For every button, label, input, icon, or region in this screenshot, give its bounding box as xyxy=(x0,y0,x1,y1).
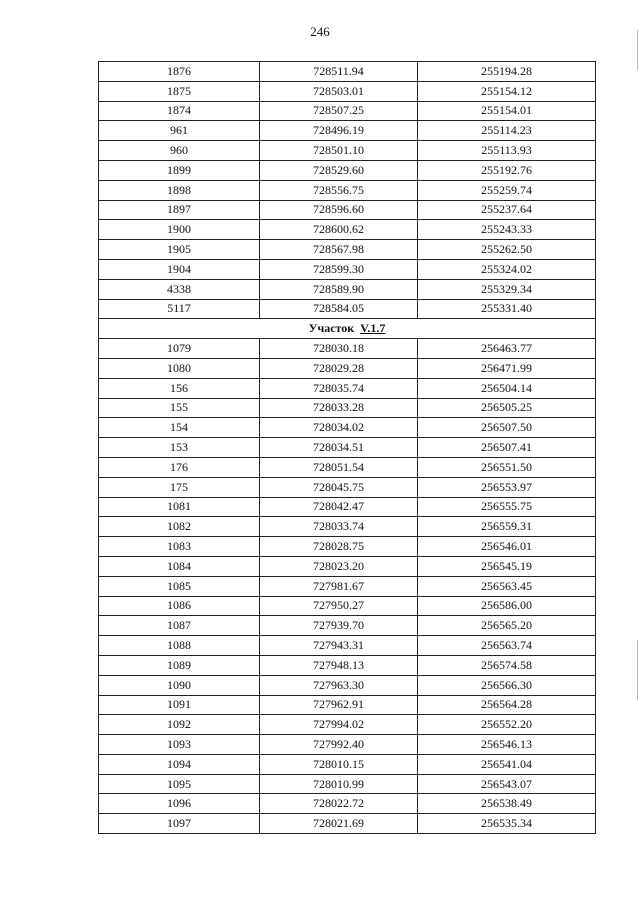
y-coordinate-cell: 255259.74 xyxy=(418,180,596,200)
table-row xyxy=(99,160,596,180)
x-coordinate-cell: 728035.74 xyxy=(260,378,418,398)
section-id: V.1.7 xyxy=(360,321,386,336)
point-number-cell: 153 xyxy=(99,438,260,458)
y-coordinate-cell: 256505.25 xyxy=(418,398,596,418)
point-number-cell: 1904 xyxy=(99,259,260,279)
y-coordinate-cell: 255194.28 xyxy=(418,62,596,82)
point-number-cell: 1084 xyxy=(99,556,260,576)
scan-edge-mark xyxy=(637,640,638,700)
point-number-cell: 1086 xyxy=(99,596,260,616)
point-number-cell: 1090 xyxy=(99,675,260,695)
table-row xyxy=(99,418,596,438)
point-number-cell: 1096 xyxy=(99,794,260,814)
y-coordinate-cell: 256507.50 xyxy=(418,418,596,438)
y-coordinate-cell: 256463.77 xyxy=(418,339,596,359)
point-number-cell: 1874 xyxy=(99,101,260,121)
x-coordinate-cell: 728033.28 xyxy=(260,398,418,418)
x-coordinate-cell: 728599.30 xyxy=(260,259,418,279)
y-coordinate-cell: 255154.12 xyxy=(418,81,596,101)
table-row xyxy=(99,794,596,814)
point-number-cell: 1897 xyxy=(99,200,260,220)
point-number-cell: 1093 xyxy=(99,735,260,755)
x-coordinate-cell: 728501.10 xyxy=(260,141,418,161)
table-row xyxy=(99,259,596,279)
x-coordinate-cell: 728010.99 xyxy=(260,774,418,794)
table-row xyxy=(99,735,596,755)
x-coordinate-cell: 728600.62 xyxy=(260,220,418,240)
y-coordinate-cell: 255331.40 xyxy=(418,299,596,319)
y-coordinate-cell: 256559.31 xyxy=(418,517,596,537)
table-row xyxy=(99,398,596,418)
point-number-cell: 961 xyxy=(99,121,260,141)
y-coordinate-cell: 256564.28 xyxy=(418,695,596,715)
table-row xyxy=(99,754,596,774)
table-row xyxy=(99,358,596,378)
point-number-cell: 1091 xyxy=(99,695,260,715)
table-row xyxy=(99,378,596,398)
y-coordinate-cell: 255243.33 xyxy=(418,220,596,240)
x-coordinate-cell: 727962.91 xyxy=(260,695,418,715)
table-row xyxy=(99,299,596,319)
point-number-cell: 1082 xyxy=(99,517,260,537)
x-coordinate-cell: 727950.27 xyxy=(260,596,418,616)
point-number-cell: 1899 xyxy=(99,160,260,180)
point-number-cell: 1094 xyxy=(99,754,260,774)
y-coordinate-cell: 256563.74 xyxy=(418,636,596,656)
y-coordinate-cell: 256574.58 xyxy=(418,655,596,675)
point-number-cell: 1905 xyxy=(99,240,260,260)
point-number-cell: 1083 xyxy=(99,537,260,557)
scan-edge-mark xyxy=(637,30,638,70)
y-coordinate-cell: 256563.45 xyxy=(418,576,596,596)
table-row xyxy=(99,774,596,794)
table-row xyxy=(99,457,596,477)
x-coordinate-cell: 728029.28 xyxy=(260,358,418,378)
x-coordinate-cell: 728051.54 xyxy=(260,457,418,477)
x-coordinate-cell: 728584.05 xyxy=(260,299,418,319)
x-coordinate-cell: 728034.02 xyxy=(260,418,418,438)
table-row xyxy=(99,279,596,299)
x-coordinate-cell: 727948.13 xyxy=(260,655,418,675)
point-number-cell: 1081 xyxy=(99,497,260,517)
y-coordinate-cell: 255237.64 xyxy=(418,200,596,220)
point-number-cell: 156 xyxy=(99,378,260,398)
y-coordinate-cell: 255154.01 xyxy=(418,101,596,121)
y-coordinate-cell: 256541.04 xyxy=(418,754,596,774)
x-coordinate-cell: 728042.47 xyxy=(260,497,418,517)
x-coordinate-cell: 728030.18 xyxy=(260,339,418,359)
table-row xyxy=(99,121,596,141)
table-row xyxy=(99,477,596,497)
y-coordinate-cell: 256535.34 xyxy=(418,814,596,834)
y-coordinate-cell: 255324.02 xyxy=(418,259,596,279)
y-coordinate-cell: 256504.14 xyxy=(418,378,596,398)
y-coordinate-cell: 255262.50 xyxy=(418,240,596,260)
y-coordinate-cell: 256471.99 xyxy=(418,358,596,378)
table-row xyxy=(99,220,596,240)
x-coordinate-cell: 728045.75 xyxy=(260,477,418,497)
y-coordinate-cell: 256565.20 xyxy=(418,616,596,636)
y-coordinate-cell: 255329.34 xyxy=(418,279,596,299)
x-coordinate-cell: 728529.60 xyxy=(260,160,418,180)
table-row xyxy=(99,556,596,576)
x-coordinate-cell: 727939.70 xyxy=(260,616,418,636)
x-coordinate-cell: 728589.90 xyxy=(260,279,418,299)
x-coordinate-cell: 727963.30 xyxy=(260,675,418,695)
x-coordinate-cell: 728556.75 xyxy=(260,180,418,200)
x-coordinate-cell: 728010.15 xyxy=(260,754,418,774)
table-row xyxy=(99,497,596,517)
x-coordinate-cell: 728596.60 xyxy=(260,200,418,220)
table-row xyxy=(99,62,596,82)
y-coordinate-cell: 256545.19 xyxy=(418,556,596,576)
table-row xyxy=(99,655,596,675)
table-row xyxy=(99,695,596,715)
y-coordinate-cell: 256507.41 xyxy=(418,438,596,458)
point-number-cell: 154 xyxy=(99,418,260,438)
x-coordinate-cell: 728023.20 xyxy=(260,556,418,576)
x-coordinate-cell: 727994.02 xyxy=(260,715,418,735)
point-number-cell: 5117 xyxy=(99,299,260,319)
y-coordinate-cell: 256546.13 xyxy=(418,735,596,755)
point-number-cell: 1900 xyxy=(99,220,260,240)
y-coordinate-cell: 256538.49 xyxy=(418,794,596,814)
table-row xyxy=(99,636,596,656)
section-header-row xyxy=(99,319,596,339)
table-body-bottom xyxy=(99,339,596,834)
table-row xyxy=(99,537,596,557)
x-coordinate-cell: 728496.19 xyxy=(260,121,418,141)
table-row xyxy=(99,675,596,695)
y-coordinate-cell: 256543.07 xyxy=(418,774,596,794)
x-coordinate-cell: 728567.98 xyxy=(260,240,418,260)
point-number-cell: 4338 xyxy=(99,279,260,299)
table-row xyxy=(99,101,596,121)
point-number-cell: 1080 xyxy=(99,358,260,378)
y-coordinate-cell: 256566.30 xyxy=(418,675,596,695)
table-row xyxy=(99,814,596,834)
y-coordinate-cell: 256546.01 xyxy=(418,537,596,557)
table-row xyxy=(99,517,596,537)
table-row xyxy=(99,596,596,616)
point-number-cell: 1875 xyxy=(99,81,260,101)
y-coordinate-cell: 255113.93 xyxy=(418,141,596,161)
point-number-cell: 175 xyxy=(99,477,260,497)
table-row xyxy=(99,616,596,636)
coordinates-table xyxy=(98,61,596,834)
table-row xyxy=(99,438,596,458)
point-number-cell: 155 xyxy=(99,398,260,418)
point-number-cell: 1079 xyxy=(99,339,260,359)
point-number-cell: 1092 xyxy=(99,715,260,735)
x-coordinate-cell: 728507.25 xyxy=(260,101,418,121)
x-coordinate-cell: 727943.31 xyxy=(260,636,418,656)
table-row xyxy=(99,200,596,220)
point-number-cell: 1087 xyxy=(99,616,260,636)
point-number-cell: 1095 xyxy=(99,774,260,794)
x-coordinate-cell: 728021.69 xyxy=(260,814,418,834)
table-row xyxy=(99,81,596,101)
table-row xyxy=(99,715,596,735)
table-row xyxy=(99,240,596,260)
x-coordinate-cell: 727981.67 xyxy=(260,576,418,596)
x-coordinate-cell: 727992.40 xyxy=(260,735,418,755)
point-number-cell: 1876 xyxy=(99,62,260,82)
x-coordinate-cell: 728033.74 xyxy=(260,517,418,537)
point-number-cell: 1088 xyxy=(99,636,260,656)
point-number-cell: 1085 xyxy=(99,576,260,596)
x-coordinate-cell: 728511.94 xyxy=(260,62,418,82)
y-coordinate-cell: 256553.97 xyxy=(418,477,596,497)
y-coordinate-cell: 256586.00 xyxy=(418,596,596,616)
table-body-top xyxy=(99,62,596,319)
table-row xyxy=(99,180,596,200)
y-coordinate-cell: 255192.76 xyxy=(418,160,596,180)
page-number: 246 xyxy=(310,24,330,39)
point-number-cell: 176 xyxy=(99,457,260,477)
section-header-cell xyxy=(99,319,596,339)
x-coordinate-cell: 728028.75 xyxy=(260,537,418,557)
table-row xyxy=(99,339,596,359)
point-number-cell: 1097 xyxy=(99,814,260,834)
y-coordinate-cell: 256555.75 xyxy=(418,497,596,517)
point-number-cell: 1898 xyxy=(99,180,260,200)
x-coordinate-cell: 728022.72 xyxy=(260,794,418,814)
point-number-cell: 1089 xyxy=(99,655,260,675)
x-coordinate-cell: 728034.51 xyxy=(260,438,418,458)
y-coordinate-cell: 256551.50 xyxy=(418,457,596,477)
table-row xyxy=(99,576,596,596)
y-coordinate-cell: 255114.23 xyxy=(418,121,596,141)
point-number-cell: 960 xyxy=(99,141,260,161)
section-label: Участок xyxy=(308,321,355,336)
y-coordinate-cell: 256552.20 xyxy=(418,715,596,735)
table-row xyxy=(99,141,596,161)
x-coordinate-cell: 728503.01 xyxy=(260,81,418,101)
section-header-group xyxy=(99,319,596,339)
